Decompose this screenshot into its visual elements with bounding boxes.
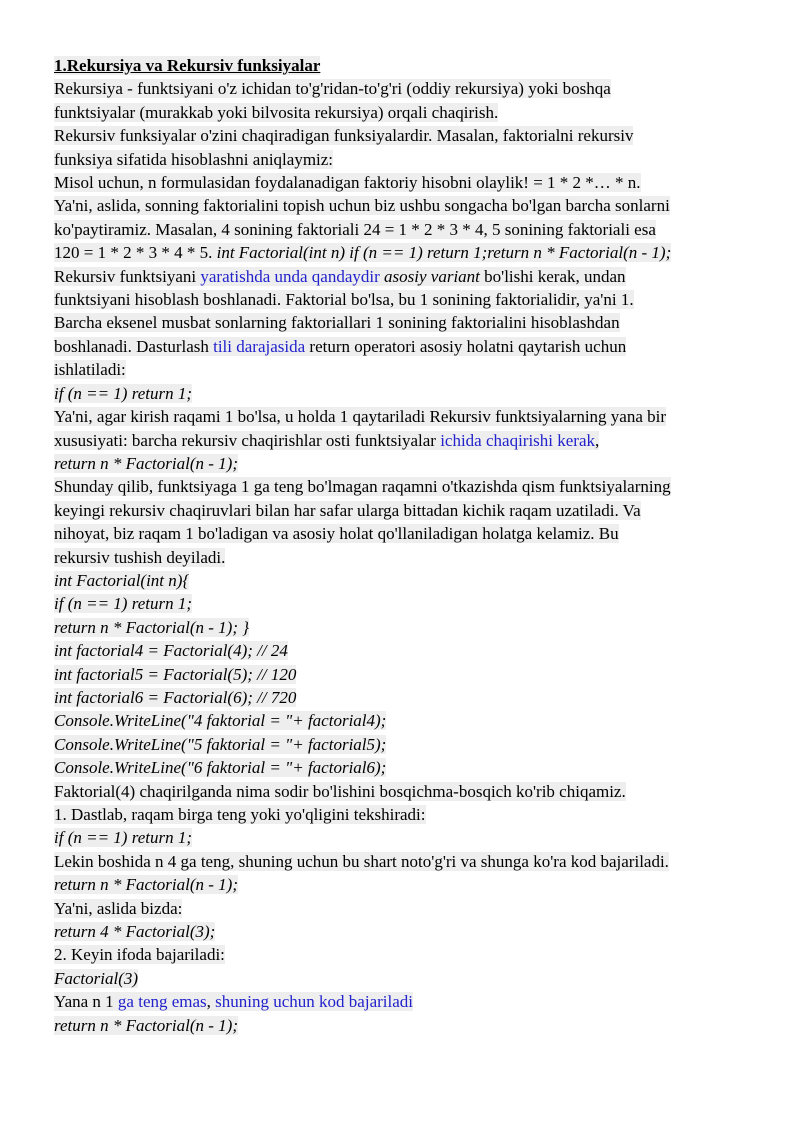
text-line (54, 335, 754, 358)
text-line (54, 475, 754, 498)
code-snippet: return n * Factorial(n - 1); } (54, 617, 250, 637)
text-run: ko'paytiramiz. Masalan, 4 sonining faktoriali 24 = 1 * 2 * 3 * 4, 5 sonining faktoriali esa (54, 219, 656, 239)
text-run: ishlatiladi: (54, 360, 126, 380)
text-line (54, 452, 754, 475)
code-snippet: asosiy variant (384, 266, 480, 286)
text-run: Rekursiya - funktsiyani o'z ichidan to'g'ridan-to'g'ri (oddiy rekursiya) yoki boshqa (54, 79, 611, 99)
text-run: rekursiv tushish deyiladi. (54, 547, 226, 567)
text-run: funksiya sifatida hisoblashni aniqlaymiz: (54, 149, 334, 169)
code-snippet: Factorial(3) (54, 968, 139, 988)
text-run: Rekursiv funktsiyani (54, 266, 201, 286)
code-snippet: int Factorial(int n) if (n == 1) return 1;return n * Factorial(n - 1); (216, 243, 672, 263)
text-line (54, 756, 754, 779)
text-line (54, 920, 754, 943)
text-line (54, 358, 754, 381)
text-line (54, 967, 754, 990)
text-line (54, 639, 754, 662)
section-heading (54, 54, 754, 77)
highlighted-phrase: shuning uchun kod bajariladi (215, 992, 413, 1012)
code-snippet: int factorial5 = Factorial(5); // 120 (54, 664, 297, 684)
text-run: Misol uchun, n formulasidan foydalanadigan faktoriy hisobni olaylik! = 1 * 2 *… * n. (54, 173, 641, 193)
code-snippet: int Factorial(int n){ (54, 570, 190, 590)
text-line (54, 803, 754, 826)
document-page (54, 54, 754, 1037)
text-run: keyingi rekursiv chaqiruvlari bilan har safar ularga bittadan kichik raqam uzatiladi. Va (54, 500, 641, 520)
highlighted-phrase: ga teng emas (117, 992, 207, 1012)
text-run: nihoyat, biz raqam 1 bo'ladigan va asosiy holat qo'llaniladigan holatga kelamiz. Bu (54, 524, 619, 544)
text-line (54, 780, 754, 803)
text-line (54, 943, 754, 966)
text-line (54, 499, 754, 522)
text-line (54, 826, 754, 849)
text-run: boshlanadi. Dasturlash (54, 336, 214, 356)
text-line (54, 382, 754, 405)
text-run: bo'lishi kerak, undan (479, 266, 626, 286)
text-line (54, 873, 754, 896)
text-line (54, 429, 754, 452)
text-run: Shunday qilib, funktsiyaga 1 ga teng bo'lmagan raqamni o'tkazishda qism funktsiyalarning (54, 477, 671, 497)
text-line (54, 311, 754, 334)
text-line (54, 522, 754, 545)
text-run: funktsiyani hisoblash boshlanadi. Faktorial bo'lsa, bu 1 sonining faktorialidir, ya'ni 1. (54, 290, 634, 310)
text-line (54, 77, 754, 100)
text-line (54, 592, 754, 615)
text-run: , (595, 430, 600, 450)
text-run: Faktorial(4) chaqirilganda nima sodir bo'lishini bosqichma-bosqich ko'rib chiqamiz. (54, 781, 626, 801)
text-line (54, 990, 754, 1013)
text-line (54, 569, 754, 592)
text-line (54, 405, 754, 428)
code-snippet: Console.WriteLine("4 faktorial = "+ factorial4); (54, 711, 387, 731)
text-line (54, 124, 754, 147)
code-snippet: Console.WriteLine("6 faktorial = "+ factorial6); (54, 758, 387, 778)
text-line (54, 546, 754, 569)
text-run: Barcha eksenel musbat sonlarning faktoriallari 1 sonining faktorialini hisoblashdan (54, 313, 620, 333)
code-snippet: if (n == 1) return 1; (54, 594, 192, 614)
text-line (54, 241, 754, 264)
text-run: Ya'ni, aslida, sonning faktorialini topish uchun biz ushbu songacha bo'lgan barcha sonlarni (54, 196, 670, 216)
code-snippet: int factorial6 = Factorial(6); // 720 (54, 687, 297, 707)
text-line (54, 616, 754, 639)
text-line (54, 265, 754, 288)
highlighted-phrase: tili darajasida (213, 336, 306, 356)
highlighted-phrase: yaratishda unda qandaydir (200, 266, 380, 286)
text-run: , (206, 992, 216, 1012)
text-line (54, 194, 754, 217)
text-run: funktsiyalar (murakkab yoki bilvosita rekursiya) orqali chaqirish. (54, 102, 499, 122)
text-line (54, 850, 754, 873)
text-line (54, 733, 754, 756)
code-snippet: return 4 * Factorial(3); (54, 922, 216, 942)
code-snippet: return n * Factorial(n - 1); (54, 1015, 238, 1035)
code-snippet: if (n == 1) return 1; (54, 828, 192, 848)
code-snippet: if (n == 1) return 1; (54, 383, 192, 403)
text-run: Ya'ni, aslida bizda: (54, 898, 183, 918)
text-run: xususiyati: barcha rekursiv chaqirishlar osti funktsiyalar (54, 430, 441, 450)
text-line (54, 218, 754, 241)
text-line (54, 897, 754, 920)
text-run: 1. Dastlab, raqam birga teng yoki yo'qligini tekshiradi: (54, 805, 426, 824)
text-line (54, 148, 754, 171)
text-run: Lekin boshida n 4 ga teng, shuning uchun bu shart noto'g'ri va shunga ko'ra kod bajariladi. (54, 851, 669, 871)
text-run: return operatori asosiy holatni qaytarish uchun (305, 336, 627, 356)
text-line (54, 709, 754, 732)
text-run: Yana n 1 (54, 992, 118, 1012)
text-run: 1.Rekursiya va Rekursiv funksiyalar (54, 56, 321, 75)
text-run: 2. Keyin ifoda bajariladi: (54, 945, 225, 965)
text-line (54, 101, 754, 124)
code-snippet: return n * Factorial(n - 1); (54, 875, 238, 895)
highlighted-phrase: ichida chaqirishi kerak (440, 430, 596, 450)
text-line (54, 171, 754, 194)
code-snippet: return n * Factorial(n - 1); (54, 453, 238, 473)
code-snippet: Console.WriteLine("5 faktorial = "+ factorial5); (54, 734, 387, 754)
text-run: 120 = 1 * 2 * 3 * 4 * 5. (54, 243, 217, 263)
text-line (54, 663, 754, 686)
text-run: Ya'ni, agar kirish raqami 1 bo'lsa, u holda 1 qaytariladi Rekursiv funktsiyalarning yana bir (54, 407, 667, 427)
text-line (54, 1014, 754, 1037)
code-snippet: int factorial4 = Factorial(4); // 24 (54, 641, 288, 661)
text-run: Rekursiv funksiyalar o'zini chaqiradigan funksiyalardir. Masalan, faktorialni rekursiv (54, 126, 634, 146)
text-line (54, 288, 754, 311)
text-line (54, 686, 754, 709)
